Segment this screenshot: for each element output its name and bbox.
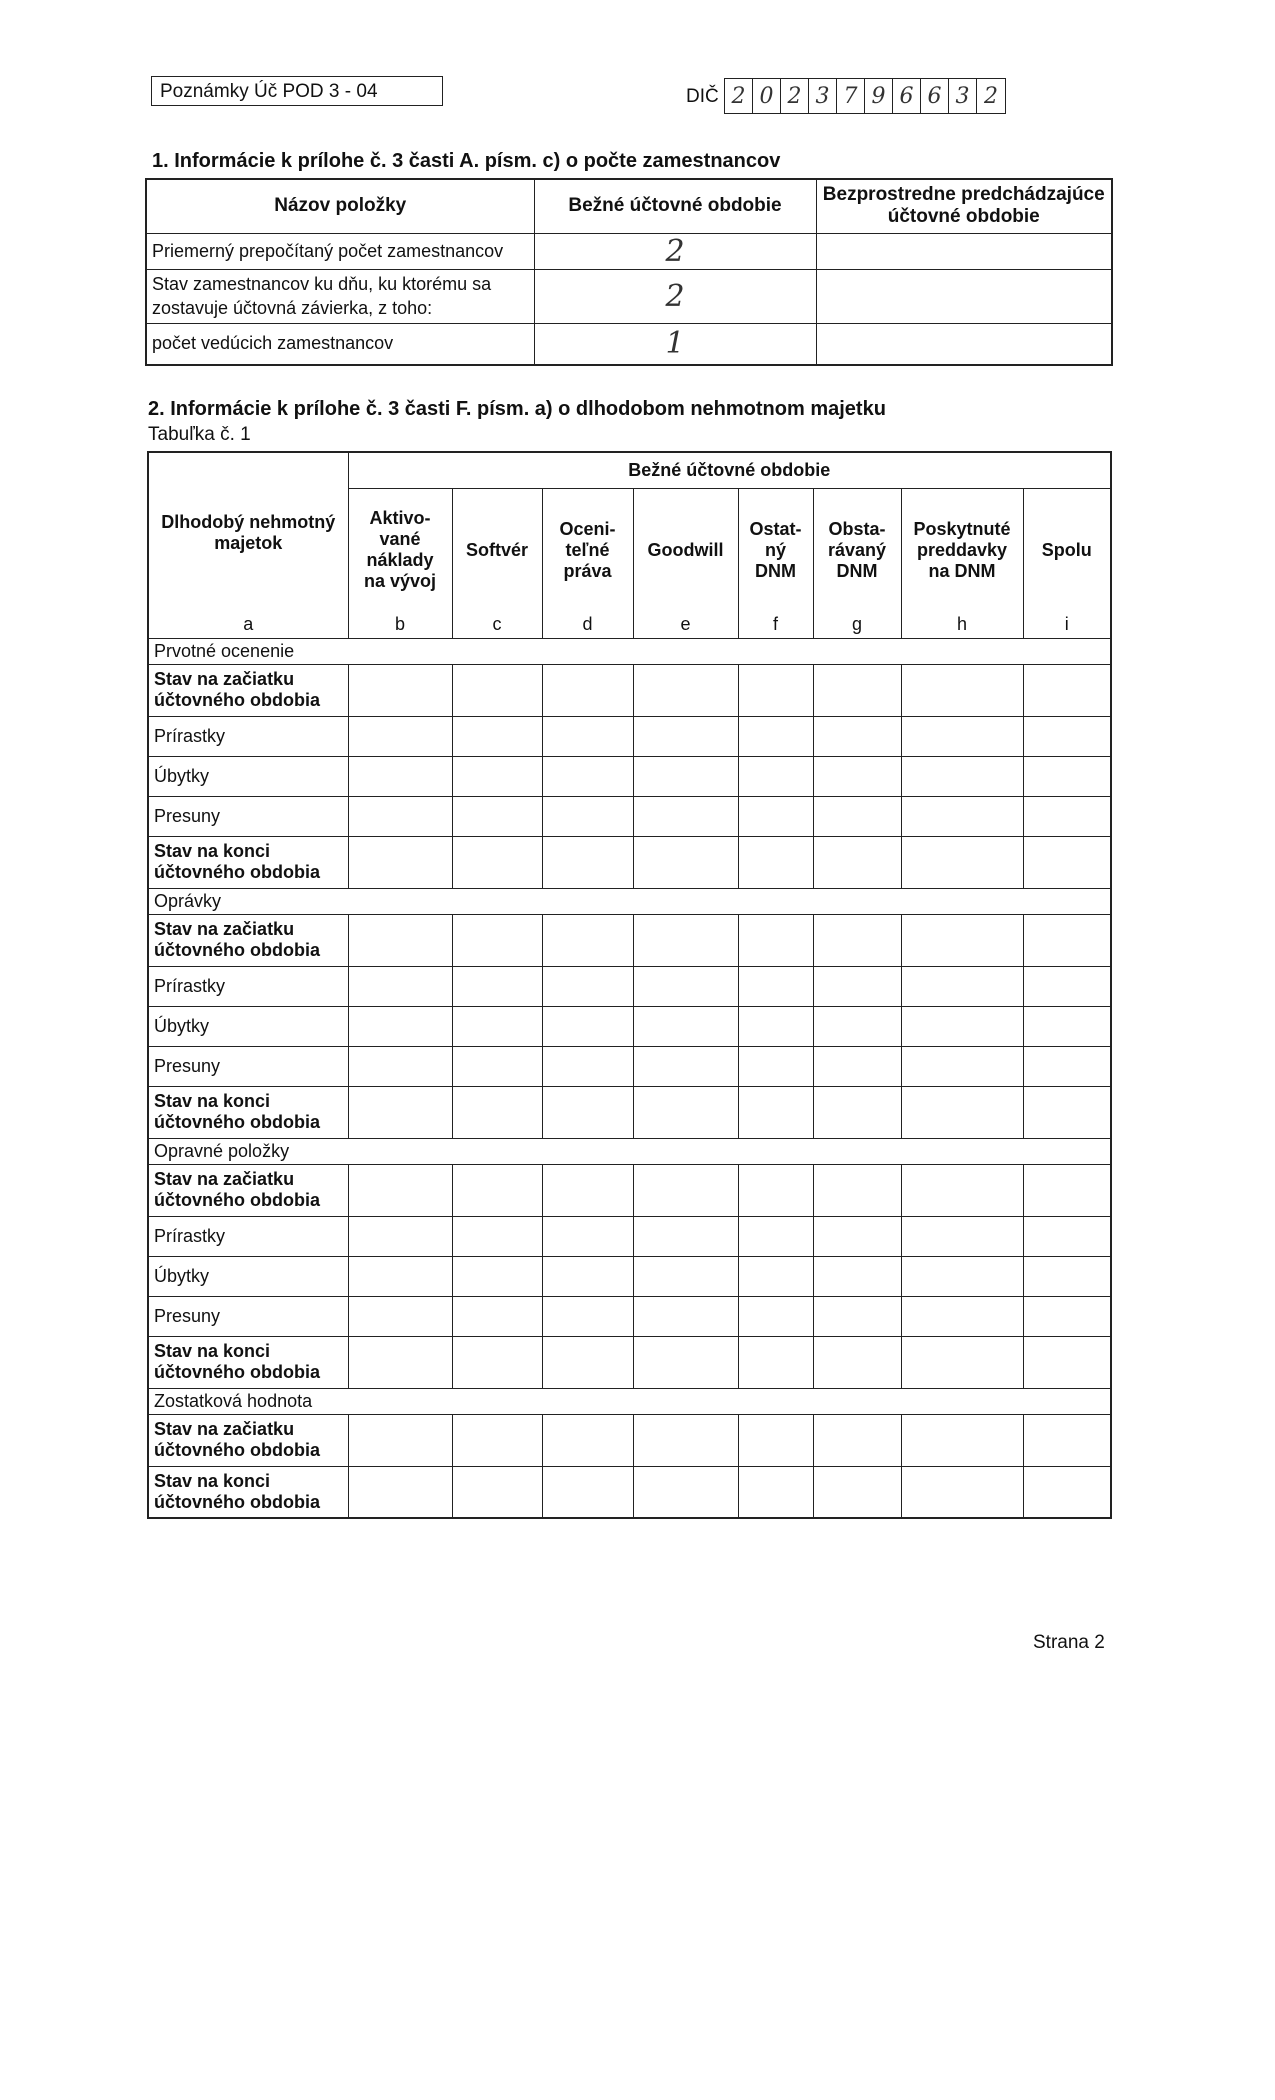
dic-digit-box: 2 xyxy=(781,79,809,113)
value-cell[interactable] xyxy=(452,1006,542,1046)
value-cell[interactable] xyxy=(738,796,813,836)
table-row xyxy=(148,796,1111,836)
dic-digit-box: 7 xyxy=(837,79,865,113)
value-cell[interactable] xyxy=(452,1216,542,1256)
value-cell[interactable] xyxy=(633,664,738,716)
value-cell[interactable] xyxy=(348,716,452,756)
dic-digit-box: 2 xyxy=(984,83,998,109)
employees-row-label: počet vedúcich zamestnancov xyxy=(146,323,534,365)
row-label: Stav na konci účtovného obdobia xyxy=(148,1466,348,1518)
value-cell[interactable] xyxy=(901,1256,1023,1296)
employees-row-current: 1 xyxy=(534,323,816,365)
column-header: Obsta-rávaný DNM xyxy=(813,488,901,612)
value-cell[interactable] xyxy=(738,1006,813,1046)
value-cell[interactable] xyxy=(901,1086,1023,1138)
table-row xyxy=(148,1046,1111,1086)
value-cell[interactable] xyxy=(1023,716,1111,756)
table-row xyxy=(148,1256,1111,1296)
column-letter: g xyxy=(813,612,901,638)
table-row xyxy=(148,836,1111,888)
value-cell[interactable] xyxy=(452,914,542,966)
value-cell[interactable] xyxy=(542,1256,633,1296)
employees-row-current: 2 xyxy=(534,269,816,323)
value-cell[interactable] xyxy=(738,1086,813,1138)
value-cell[interactable] xyxy=(452,716,542,756)
value-cell[interactable] xyxy=(738,1296,813,1336)
value-cell[interactable] xyxy=(813,1086,901,1138)
value-cell[interactable] xyxy=(1023,1414,1111,1466)
value-cell[interactable] xyxy=(452,1046,542,1086)
value-cell[interactable] xyxy=(901,1336,1023,1388)
employees-row-previous xyxy=(816,269,1112,323)
value-cell[interactable] xyxy=(348,914,452,966)
value-cell[interactable] xyxy=(542,1216,633,1256)
column-letter: i xyxy=(1023,612,1111,638)
value-cell[interactable] xyxy=(633,1006,738,1046)
value-cell[interactable] xyxy=(452,1336,542,1388)
value-cell[interactable] xyxy=(738,756,813,796)
value-cell[interactable] xyxy=(633,836,738,888)
column-header: Ostat-ný DNM xyxy=(738,488,813,612)
value-cell[interactable] xyxy=(738,1466,813,1518)
value-cell[interactable] xyxy=(348,796,452,836)
row-label: Úbytky xyxy=(148,1256,348,1296)
table-row xyxy=(148,1086,1111,1138)
value-cell[interactable] xyxy=(813,1164,901,1216)
value-cell[interactable] xyxy=(348,1086,452,1138)
table-row xyxy=(148,1336,1111,1388)
value-cell[interactable] xyxy=(1023,1296,1111,1336)
value-cell[interactable] xyxy=(348,1006,452,1046)
value-cell[interactable] xyxy=(901,1046,1023,1086)
column-header-previous: Bezprostredne predchádzajúce účtovné obdobie xyxy=(816,179,1112,233)
period-header: Bežné účtovné obdobie xyxy=(348,452,1111,488)
table-row xyxy=(148,1466,1111,1518)
table-row xyxy=(148,1164,1111,1216)
value-cell[interactable] xyxy=(1023,1336,1111,1388)
value-cell[interactable] xyxy=(813,1466,901,1518)
dic-digit-box: 9 xyxy=(865,79,893,113)
value-cell[interactable] xyxy=(542,796,633,836)
value-cell[interactable] xyxy=(633,1414,738,1466)
employees-row-current: 2 xyxy=(534,233,816,269)
column-header: Softvér xyxy=(452,488,542,612)
value-cell[interactable] xyxy=(901,1006,1023,1046)
value-cell[interactable] xyxy=(542,1164,633,1216)
column-header: Poskytnuté preddavky na DNM xyxy=(901,488,1023,612)
value-cell[interactable] xyxy=(901,1466,1023,1518)
value-cell[interactable] xyxy=(901,664,1023,716)
form-reference: Poznámky Úč POD 3 - 04 xyxy=(151,76,443,106)
value-cell[interactable] xyxy=(348,1466,452,1518)
table-row xyxy=(148,1414,1111,1466)
value-cell[interactable] xyxy=(1023,756,1111,796)
value-cell[interactable] xyxy=(901,756,1023,796)
value-cell[interactable] xyxy=(542,1336,633,1388)
column-letter: c xyxy=(452,612,542,638)
value-cell[interactable] xyxy=(738,1164,813,1216)
value-cell[interactable] xyxy=(813,1256,901,1296)
value-cell[interactable] xyxy=(738,914,813,966)
column-header-item: Názov položky xyxy=(146,179,534,233)
section2-title: 2. Informácie k prílohe č. 3 časti F. písm. a) o dlhodobom nehmotnom majetku xyxy=(148,398,886,420)
value-cell[interactable] xyxy=(348,1414,452,1466)
value-cell[interactable] xyxy=(633,966,738,1006)
value-cell[interactable] xyxy=(452,1086,542,1138)
value-cell[interactable] xyxy=(542,756,633,796)
column-letter: b xyxy=(348,612,452,638)
group-title: Opravné položky xyxy=(148,1138,1111,1164)
value-cell[interactable] xyxy=(813,1046,901,1086)
column-letter: h xyxy=(901,612,1023,638)
value-cell[interactable] xyxy=(813,664,901,716)
value-cell[interactable] xyxy=(542,1296,633,1336)
value-cell[interactable] xyxy=(633,1046,738,1086)
value-cell[interactable] xyxy=(348,1256,452,1296)
table-row xyxy=(148,756,1111,796)
value-cell[interactable] xyxy=(738,1336,813,1388)
value-cell[interactable] xyxy=(542,1086,633,1138)
dic-digit-boxes xyxy=(724,78,1006,114)
value-cell[interactable] xyxy=(813,966,901,1006)
value-cell[interactable] xyxy=(348,1216,452,1256)
value-cell[interactable] xyxy=(813,756,901,796)
value-cell[interactable] xyxy=(542,1046,633,1086)
value-cell[interactable] xyxy=(813,1006,901,1046)
employees-row-previous xyxy=(816,323,1112,365)
value-cell[interactable] xyxy=(901,716,1023,756)
value-cell[interactable] xyxy=(1023,1466,1111,1518)
value-cell[interactable] xyxy=(738,1414,813,1466)
group-title: Oprávky xyxy=(148,888,1111,914)
value-cell[interactable] xyxy=(348,1046,452,1086)
intangible-assets-table xyxy=(147,451,1112,1519)
value-cell[interactable] xyxy=(738,836,813,888)
value-cell[interactable] xyxy=(633,1256,738,1296)
row-label: Prírastky xyxy=(148,966,348,1006)
row-label: Prírastky xyxy=(148,716,348,756)
value-cell[interactable] xyxy=(1023,914,1111,966)
column-header: Aktivo-vané náklady na vývoj xyxy=(348,488,452,612)
value-cell[interactable] xyxy=(452,796,542,836)
table-row xyxy=(148,914,1111,966)
dic-digit-box: 2 xyxy=(725,79,753,113)
table-row xyxy=(148,1006,1111,1046)
row-label: Úbytky xyxy=(148,1006,348,1046)
row-header-asset: Dlhodobý nehmotný majetok xyxy=(148,452,348,612)
value-cell[interactable] xyxy=(738,1216,813,1256)
value-cell[interactable] xyxy=(901,1296,1023,1336)
column-letter: a xyxy=(148,612,348,638)
table-row xyxy=(148,716,1111,756)
dic-label: DIČ xyxy=(686,86,719,107)
value-cell[interactable] xyxy=(813,1336,901,1388)
value-cell[interactable] xyxy=(813,836,901,888)
value-cell[interactable] xyxy=(633,1336,738,1388)
column-header: Goodwill xyxy=(633,488,738,612)
value-cell[interactable] xyxy=(348,1296,452,1336)
value-cell[interactable] xyxy=(633,756,738,796)
value-cell[interactable] xyxy=(813,1296,901,1336)
value-cell[interactable] xyxy=(542,966,633,1006)
dic-digit-box: 6 xyxy=(921,79,949,113)
page-number: Strana 2 xyxy=(1033,1632,1105,1653)
table-label: Tabuľka č. 1 xyxy=(148,424,251,445)
value-cell[interactable] xyxy=(348,756,452,796)
row-label: Stav na konci účtovného obdobia xyxy=(148,836,348,888)
value-cell[interactable] xyxy=(1023,1164,1111,1216)
column-letter: e xyxy=(633,612,738,638)
value-cell[interactable] xyxy=(452,1414,542,1466)
column-letter: f xyxy=(738,612,813,638)
value-cell[interactable] xyxy=(452,1296,542,1336)
employees-table xyxy=(145,178,1113,366)
value-cell[interactable] xyxy=(901,836,1023,888)
table-row xyxy=(148,1296,1111,1336)
row-label: Stav na začiatku účtovného obdobia xyxy=(148,914,348,966)
employees-row-label: Stav zamestnancov ku dňu, ku ktorému sa zostavuje účtovná závierka, z toho: xyxy=(146,269,534,323)
dic-digit-box: 3 xyxy=(809,79,837,113)
value-cell[interactable] xyxy=(542,716,633,756)
row-label: Stav na konci účtovného obdobia xyxy=(148,1086,348,1138)
value-cell[interactable] xyxy=(633,1296,738,1336)
column-header: Oceni-teľné práva xyxy=(542,488,633,612)
row-label: Stav na začiatku účtovného obdobia xyxy=(148,1414,348,1466)
value-cell[interactable] xyxy=(348,966,452,1006)
dic-digit-box: 6 xyxy=(893,79,921,113)
row-label: Prírastky xyxy=(148,1216,348,1256)
value-cell[interactable] xyxy=(1023,1046,1111,1086)
row-label: Presuny xyxy=(148,1046,348,1086)
value-cell[interactable] xyxy=(542,1006,633,1046)
value-cell[interactable] xyxy=(542,664,633,716)
value-cell[interactable] xyxy=(1023,1006,1111,1046)
value-cell[interactable] xyxy=(633,716,738,756)
value-cell[interactable] xyxy=(813,1216,901,1256)
dic-digit-box: 0 xyxy=(753,79,781,113)
value-cell[interactable] xyxy=(1023,966,1111,1006)
value-cell[interactable] xyxy=(901,966,1023,1006)
column-letter: d xyxy=(542,612,633,638)
employees-row-label: Priemerný prepočítaný počet zamestnancov xyxy=(146,233,534,269)
group-title: Zostatková hodnota xyxy=(148,1388,1111,1414)
value-cell[interactable] xyxy=(348,1164,452,1216)
value-cell[interactable] xyxy=(1023,1256,1111,1296)
value-cell[interactable] xyxy=(348,1336,452,1388)
value-cell[interactable] xyxy=(348,664,452,716)
row-label: Presuny xyxy=(148,796,348,836)
value-cell[interactable] xyxy=(633,796,738,836)
value-cell[interactable] xyxy=(738,716,813,756)
value-cell[interactable] xyxy=(738,1046,813,1086)
value-cell[interactable] xyxy=(542,1414,633,1466)
row-label: Stav na konci účtovného obdobia xyxy=(148,1336,348,1388)
value-cell[interactable] xyxy=(738,664,813,716)
value-cell[interactable] xyxy=(452,966,542,1006)
value-cell[interactable] xyxy=(542,836,633,888)
value-cell[interactable] xyxy=(901,1216,1023,1256)
value-cell[interactable] xyxy=(633,1466,738,1518)
value-cell[interactable] xyxy=(542,1466,633,1518)
value-cell[interactable] xyxy=(813,1414,901,1466)
value-cell[interactable] xyxy=(633,914,738,966)
row-label: Úbytky xyxy=(148,756,348,796)
value-cell[interactable] xyxy=(452,1256,542,1296)
table-row xyxy=(148,966,1111,1006)
value-cell[interactable] xyxy=(738,1256,813,1296)
column-header-current: Bežné účtovné obdobie xyxy=(534,179,816,233)
value-cell[interactable] xyxy=(452,1466,542,1518)
value-cell[interactable] xyxy=(1023,1216,1111,1256)
value-cell[interactable] xyxy=(633,1164,738,1216)
value-cell[interactable] xyxy=(1023,836,1111,888)
value-cell[interactable] xyxy=(452,836,542,888)
value-cell[interactable] xyxy=(901,796,1023,836)
employees-row-previous xyxy=(816,233,1112,269)
value-cell[interactable] xyxy=(1023,1086,1111,1138)
value-cell[interactable] xyxy=(542,914,633,966)
value-cell[interactable] xyxy=(813,914,901,966)
value-cell[interactable] xyxy=(1023,796,1111,836)
value-cell[interactable] xyxy=(901,1414,1023,1466)
value-cell[interactable] xyxy=(901,1164,1023,1216)
value-cell[interactable] xyxy=(1023,664,1111,716)
section1-title: 1. Informácie k prílohe č. 3 časti A. písm. c) o počte zamestnancov xyxy=(152,150,781,172)
value-cell[interactable] xyxy=(633,1086,738,1138)
table-row xyxy=(148,664,1111,716)
value-cell[interactable] xyxy=(813,796,901,836)
value-cell[interactable] xyxy=(738,966,813,1006)
row-label: Stav na začiatku účtovného obdobia xyxy=(148,1164,348,1216)
value-cell[interactable] xyxy=(452,756,542,796)
value-cell[interactable] xyxy=(813,716,901,756)
value-cell[interactable] xyxy=(348,836,452,888)
value-cell[interactable] xyxy=(452,664,542,716)
value-cell[interactable] xyxy=(633,1216,738,1256)
value-cell[interactable] xyxy=(901,914,1023,966)
group-title: Prvotné ocenenie xyxy=(148,638,1111,664)
value-cell[interactable] xyxy=(452,1164,542,1216)
column-header: Spolu xyxy=(1023,488,1111,612)
dic-digit-box: 3 xyxy=(949,79,977,113)
row-label: Presuny xyxy=(148,1296,348,1336)
table-row xyxy=(148,1216,1111,1256)
row-label: Stav na začiatku účtovného obdobia xyxy=(148,664,348,716)
